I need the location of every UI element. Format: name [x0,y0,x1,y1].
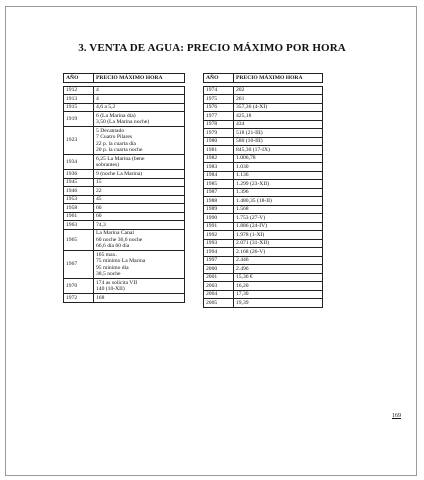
table-row [204,137,323,146]
price-cell [94,103,185,112]
price-line: 140 (10-XII) [96,286,125,292]
price-line: sobrantes) [96,162,119,168]
header-year: AÑO [64,74,94,83]
table-row [64,170,185,179]
price-table-right [203,73,323,308]
price-cell: 1.299 (23-XII) [234,180,323,189]
table-row [204,163,323,172]
price-cell: 1.480,35 (18-II) [234,197,323,206]
table-row [204,205,323,214]
table-row [64,229,185,251]
year-cell: 1958 [64,204,94,213]
price-line: 60 [96,204,102,211]
price-cell: 2.496 [234,265,323,274]
price-line: 105 max. [96,251,117,258]
table-header-row [64,74,185,83]
price-line: 7 Cuatro Pilares [96,134,133,140]
table-row [64,294,185,303]
price-cell: 1.006,78 [234,154,323,163]
table-row [64,204,185,213]
price-cell: 2.168 (26-V) [234,248,323,257]
year-cell: 1946 [64,187,94,196]
price-line: 6,25 La Marina (bene [96,155,145,162]
price-cell: 1.396 [234,188,323,197]
price-cell [94,95,185,104]
table-row [204,222,323,231]
year-cell: 1982 [204,154,234,163]
table-row [64,155,185,170]
year-cell: 1993 [204,239,234,248]
year-cell: 1934 [64,155,94,170]
year-cell: 1967 [64,251,94,279]
year-cell: 1989 [204,205,234,214]
table-row [64,86,185,95]
table-row [64,279,185,294]
table-row [204,265,323,274]
year-cell: 1913 [64,95,94,104]
price-table-left [63,73,185,303]
year-cell: 1981 [204,146,234,155]
table-row [64,212,185,221]
year-cell: 1984 [204,171,234,180]
price-cell [94,229,185,251]
price-cell: 1.886 (24-IV) [234,222,323,231]
table-row [204,214,323,223]
table-row [64,112,185,127]
year-cell: 1923 [64,127,94,155]
year-cell: 2004 [204,290,234,299]
table-row [64,103,185,112]
price-cell: 580 (10-III) [234,137,323,146]
price-cell [94,279,185,294]
price-line: 3,50 (La Marina noche) [96,119,150,125]
table-row [204,248,323,257]
year-cell: 1961 [64,212,94,221]
table-row [64,95,185,104]
price-line: 6 (La Marina día) [96,112,136,119]
table-row [204,231,323,240]
table-header-row [204,74,323,83]
page-number: 169 [392,413,401,419]
year-cell: 1990 [204,214,234,223]
year-cell: 1994 [204,248,234,257]
price-cell [94,251,185,279]
price-line: 5 Decantado [96,127,125,134]
price-line: 9 (noche La Marina) [96,170,143,177]
price-line: 15 [96,179,102,185]
year-cell: 1997 [204,256,234,265]
price-cell [94,204,185,213]
price-cell: 1.136 [234,171,323,180]
table-row [204,273,323,282]
price-line: 4,6 a 5,2 [96,104,116,110]
price-line: 60 noche 36,6 noche [96,236,143,243]
table-row [204,180,323,189]
price-line: 45 [96,196,102,202]
table-row [204,171,323,180]
table-row [204,256,323,265]
table-row [204,197,323,206]
table-row [204,129,323,138]
price-cell [94,195,185,204]
table-row [204,120,323,129]
table-row [204,290,323,299]
price-cell: 425,18 [234,112,323,121]
price-line: 75 mínimo La Marina [96,258,146,264]
year-cell: 1972 [64,294,94,303]
year-cell: 1974 [204,86,234,95]
price-cell: 1.978 (1-XI) [234,231,323,240]
price-cell: 2.446 [234,256,323,265]
price-line: 66,6 día 60 día [96,243,130,249]
price-cell [94,187,185,196]
table-row [204,239,323,248]
left-table-body [64,86,185,302]
year-cell: 1953 [64,195,94,204]
header-price: PRECIO MÁXIMO HORA [234,74,323,83]
price-line: 38,5 noche [96,271,121,277]
price-cell: 434 [234,120,323,129]
year-cell: 1983 [204,163,234,172]
table-row [204,282,323,291]
price-cell [94,294,185,303]
year-cell: 1970 [64,279,94,294]
year-cell: 1979 [204,129,234,138]
year-cell: 1963 [64,221,94,230]
price-cell [94,221,185,230]
price-line: La Marina Canal [96,230,134,236]
header-price: PRECIO MÁXIMO HORA [94,74,185,83]
year-cell: 1992 [204,231,234,240]
table-row [64,221,185,230]
year-cell: 1965 [64,229,94,251]
price-cell [94,127,185,155]
price-cell: 19,39 [234,299,323,308]
price-cell: 1.030 [234,163,323,172]
year-cell: 1936 [64,170,94,179]
price-line: 74,3 [96,221,106,228]
table-row [204,299,323,308]
year-cell: 1991 [204,222,234,231]
price-cell [94,178,185,187]
price-cell: 518 (21-III) [234,129,323,138]
price-cell: 16,20 [234,282,323,291]
price-cell: 17,30 [234,290,323,299]
price-cell: 1.753 (27-V) [234,214,323,223]
year-cell: 1912 [64,86,94,95]
price-line: 4 [96,87,99,93]
table-row [204,86,323,95]
year-cell: 1945 [64,178,94,187]
price-cell [94,112,185,127]
price-cell [94,170,185,179]
year-cell: 1976 [204,103,234,112]
year-cell: 2003 [204,282,234,291]
table-row [204,146,323,155]
header-year: AÑO [204,74,234,83]
table-row [204,112,323,121]
year-cell: 2000 [204,265,234,274]
price-cell: 1.568 [234,205,323,214]
price-line: 20 p. la cuarta noche [96,147,143,153]
year-cell: 2001 [204,273,234,282]
table-row [64,127,185,155]
year-cell: 1980 [204,137,234,146]
price-line: 4 [96,95,99,102]
year-cell: 1919 [64,112,94,127]
price-line: 168 [96,294,105,301]
table-row [64,251,185,279]
price-cell [94,212,185,221]
table-row [204,154,323,163]
price-line: 60 [96,213,102,219]
year-cell: 1915 [64,103,94,112]
table-row [204,95,323,104]
year-cell: 1975 [204,95,234,104]
year-cell: 1978 [204,120,234,129]
price-cell: 15,36 € [234,273,323,282]
price-cell [94,155,185,170]
price-line: 174 as solicita VII [96,279,138,286]
right-table-body [204,86,323,307]
year-cell: 1977 [204,112,234,121]
price-cell [94,86,185,95]
year-cell: 1987 [204,188,234,197]
table-row [64,178,185,187]
price-cell: 845,30 (17-IX) [234,146,323,155]
price-line: 22 p. la cuarta día [96,140,136,147]
table-row [64,187,185,196]
year-cell: 2005 [204,299,234,308]
table-row [204,188,323,197]
price-line: 95 mínimo día [96,264,129,271]
price-cell: 357,36 (4-XI) [234,103,323,112]
page-title: 3. VENTA DE AGUA: PRECIO MÁXIMO POR HORA [78,42,346,54]
price-cell: 202 [234,86,323,95]
table-row [64,195,185,204]
price-cell: 261 [234,95,323,104]
table-row [204,103,323,112]
year-cell: 1985 [204,180,234,189]
year-cell: 1988 [204,197,234,206]
price-cell: 2.071 (31-XII) [234,239,323,248]
price-line: 22 [96,187,102,194]
